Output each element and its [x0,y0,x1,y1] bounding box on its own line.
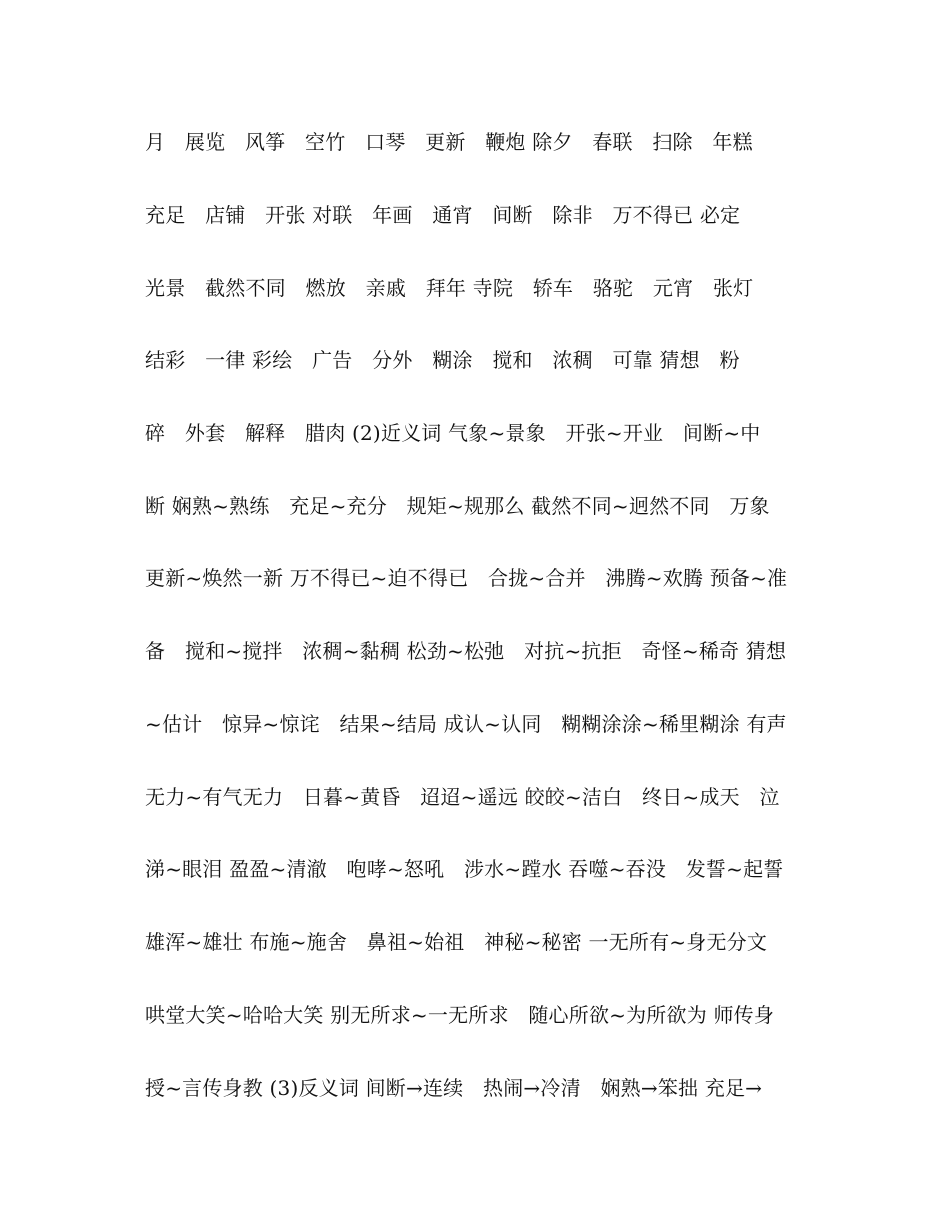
text-line-11: 涕~眼泪 盈盈~清澈 咆哮~怒吼 涉水~蹚水 吞噬~吞没 发誓~起誓 [145,857,784,881]
text-line-5: 碎 外套 解释 腊肉 (2)近义词 气象~景象 开张~开业 间断~中 [145,421,761,445]
text-line-4: 结彩 一律 彩绘 广告 分外 糊涂 搅和 浓稠 可靠 猜想 粉 [145,348,740,372]
text-line-2: 充足 店铺 开张 对联 年画 通宵 间断 除非 万不得已 必定 [145,203,741,227]
text-line-1: 月 展览 风筝 空竹 口琴 更新 鞭炮 除夕 春联 扫除 年糕 [145,130,753,154]
text-line-14: 授~言传身教 (3)反义词 间断→连续 热闹→冷清 娴熟→笨拙 充足→ [145,1076,763,1100]
text-line-9: ~估计 惊异~惊诧 结果~结局 成认~认同 糊糊涂涂~稀里糊涂 有声 [145,712,787,736]
text-line-3: 光景 截然不同 燃放 亲戚 拜年 寺院 轿车 骆驼 元宵 张灯 [145,276,754,300]
text-line-10: 无力~有气无力 日暮~黄昏 迢迢~遥远 皎皎~洁白 终日~成天 泣 [145,785,780,809]
text-line-7: 更新~焕然一新 万不得已~迫不得已 合拢~合并 沸腾~欢腾 预备~准 [145,566,788,590]
text-line-13: 哄堂大笑~哈哈大笑 别无所求~一无所求 随心所欲~为所欲为 师传身 [145,1003,775,1027]
text-line-6: 断 娴熟~熟练 充足~充分 规矩~规那么 截然不同~迥然不同 万象 [145,494,770,518]
text-line-8: 备 搅和~搅拌 浓稠~黏稠 松劲~松弛 对抗~抗拒 奇怪~稀奇 猜想 [145,639,787,663]
text-line-12: 雄浑~雄壮 布施~施舍 鼻祖~始祖 神秘~秘密 一无所有~身无分文 [145,930,768,954]
